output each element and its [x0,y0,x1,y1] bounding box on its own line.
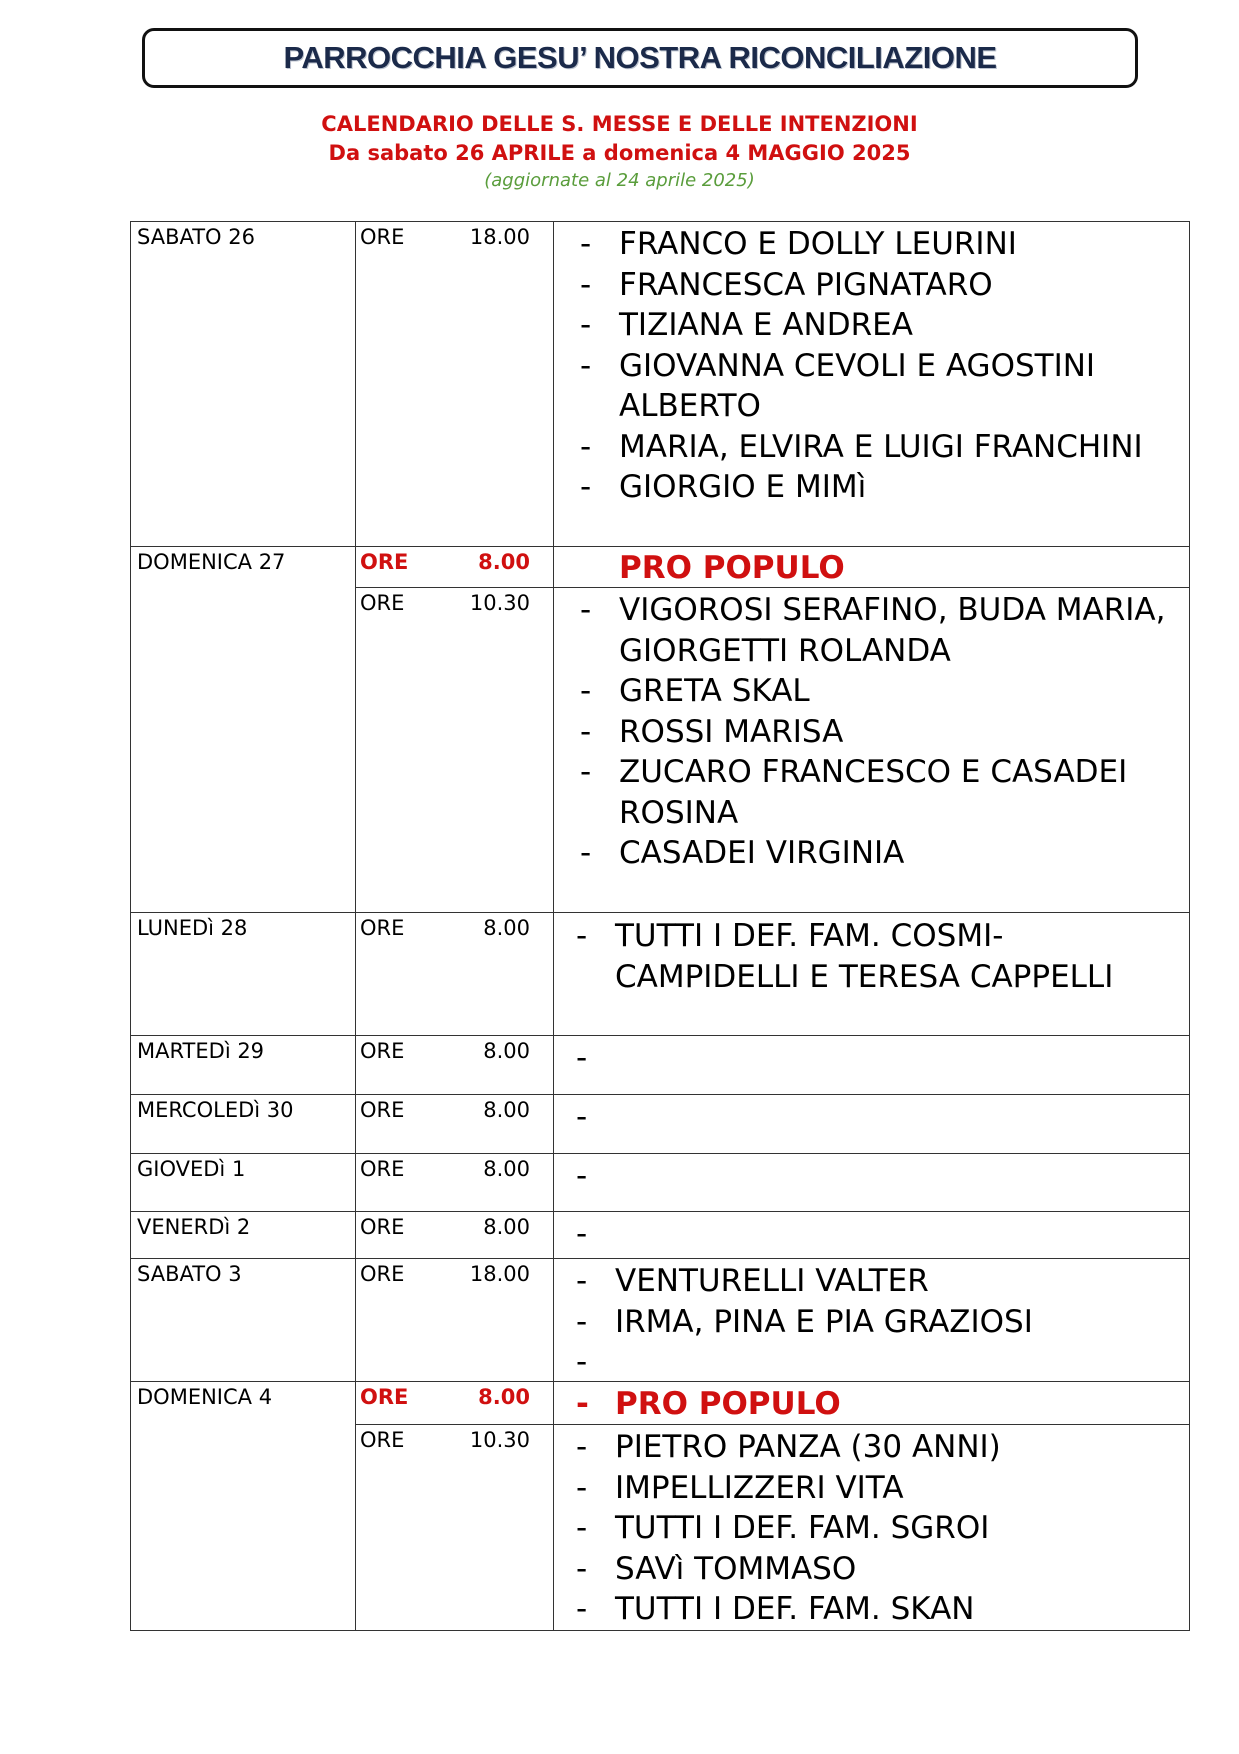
bullet-dash: - [576,1216,588,1252]
row-divider [130,1258,1189,1259]
bullet-dash: - [580,592,592,628]
row-divider [130,546,1189,547]
ore-label: ORE [360,225,405,249]
bullet-dash: - [580,469,592,505]
intention-item [580,427,1181,468]
day-label: SABATO 26 [137,225,255,249]
intention-text: ROSSI MARISA [619,713,844,750]
intention-item [580,712,1181,753]
intention-item [576,1302,1181,1343]
mass-time: 10.30 [469,591,530,615]
day-label: GIOVEDì 1 [137,1157,246,1181]
table-border-bottom [130,1630,1190,1631]
table-border-left [130,221,131,1630]
intention-text: PIETRO PANZA (30 ANNI) [615,1429,1001,1465]
bullet-dash: - [576,1263,588,1299]
table-border-right [1189,221,1190,1630]
ore-label: ORE [360,1385,409,1409]
intention-text: TUTTI I DEF. FAM. COSMI-CAMPIDELLI E TERESA CAPPELLI [615,918,1114,995]
mass-time: 8.00 [483,1157,530,1181]
bullet-dash: - [576,1099,588,1135]
bullet-dash: - [576,1429,588,1465]
update-note: (aggiornate al 24 aprile 2025) [484,170,755,191]
ore-label: ORE [360,1098,405,1122]
bullet-dash: - [576,1469,588,1506]
intention-text: FRANCO E DOLLY LEURINI [619,226,1017,262]
bullet-dash: - [580,673,592,709]
day-label: VENERDì 2 [137,1215,251,1239]
intention-text: PRO POPULO [619,550,845,586]
bullet-dash: - [576,1303,588,1340]
intention-text: VENTURELLI VALTER [615,1263,929,1299]
day-label: DOMENICA 4 [137,1385,273,1409]
intention-item [580,224,1181,265]
ore-label: ORE [360,1262,405,1286]
mass-time: 8.00 [483,916,530,940]
mass-time: 8.00 [478,1385,530,1409]
intention-item [576,1508,1181,1549]
intentions-list [576,1384,1181,1425]
intention-text: IMPELLIZZERI VITA [615,1469,904,1506]
intention-item [580,346,1181,427]
date-range: Da sabato 26 APRILE a domenica 4 MAGGIO 2025 [328,141,911,165]
row-divider [130,1035,1189,1036]
ore-label: ORE [360,1039,405,1063]
bullet-dash: - [576,1386,589,1422]
mass-time: 18.00 [469,1262,530,1286]
intentions-list [580,224,1181,508]
intention-text: CASADEI VIRGINIA [619,835,905,871]
intention-text: GRETA SKAL [619,673,810,709]
intention-item [576,1427,1181,1468]
intention-item [580,467,1181,508]
intention-item [580,305,1181,346]
intention-item [580,548,1181,589]
parish-title: PARROCCHIA GESU’ NOSTRA RICONCILIAZIONE [283,40,997,75]
bullet-dash: - [576,1550,588,1587]
intention-item [580,590,1181,671]
intention-text: TIZIANA E ANDREA [619,307,913,343]
bullet-dash: - [576,1158,588,1194]
bullet-dash: - [580,428,592,465]
day-label: SABATO 3 [137,1262,242,1286]
intention-text: ZUCARO FRANCESCO E CASADEI ROSINA [619,754,1128,831]
bullet-dash: - [580,266,592,303]
intention-text: VIGOROSI SERAFINO, BUDA MARIA, GIORGETTI ROLANDA [619,592,1166,669]
bullet-dash: - [576,1344,588,1380]
intention-item [576,1468,1181,1509]
intention-item [576,1261,1181,1302]
bullet-dash: - [580,713,592,750]
bullet-dash: - [580,226,592,262]
bullet-dash: - [576,918,588,954]
bullet-dash: - [580,307,592,343]
intention-item [576,1549,1181,1590]
mass-time: 8.00 [483,1215,530,1239]
column-divider [355,221,356,1630]
column-divider [553,221,554,1630]
intention-text: SAVì TOMMASO [615,1550,857,1587]
day-label: LUNEDì 28 [137,916,248,940]
intention-text: TUTTI I DEF. FAM. SKAN [615,1591,975,1627]
row-divider [130,1211,1189,1212]
mass-time: 8.00 [483,1098,530,1122]
intention-item [576,1384,1181,1425]
intention-item [580,671,1181,712]
ore-label: ORE [360,1428,405,1452]
bullet-dash: - [576,1591,588,1627]
mass-time: 8.00 [478,550,530,574]
day-label: MARTEDì 29 [137,1039,265,1063]
intention-text: IRMA, PINA E PIA GRAZIOSI [615,1303,1033,1340]
intentions-list [576,916,1181,997]
mass-time: 18.00 [469,225,530,249]
intention-item [576,1589,1181,1630]
row-divider [130,1381,1189,1382]
day-label: MERCOLEDì 30 [137,1098,294,1122]
intention-text: GIOVANNA CEVOLI E AGOSTINI ALBERTO [619,347,1096,424]
intention-item [580,265,1181,306]
bullet-dash: - [580,347,592,384]
row-divider [130,1094,1189,1095]
mass-time: 10.30 [469,1428,530,1452]
intentions-list [580,590,1181,874]
intentions-list [576,1261,1181,1380]
intention-text: MARIA, ELVIRA E LUIGI FRANCHINI [619,428,1143,465]
bullet-dash: - [580,754,592,790]
day-label: DOMENICA 27 [137,550,286,574]
ore-label: ORE [360,550,409,574]
intention-item [580,833,1181,874]
ore-label: ORE [360,591,405,615]
ore-label: ORE [360,1215,405,1239]
ore-label: ORE [360,916,405,940]
row-divider [130,1153,1189,1154]
intentions-list [580,548,1181,589]
calendar-title: CALENDARIO DELLE S. MESSE E DELLE INTENZIONI [321,112,918,136]
bullet-dash: - [576,1510,588,1546]
intention-text: TUTTI I DEF. FAM. SGROI [615,1510,990,1546]
intentions-list [576,1427,1181,1630]
intention-text: PRO POPULO [615,1386,841,1422]
bullet-dash: - [576,1040,588,1076]
ore-label: ORE [360,1157,405,1181]
table-border-top [130,221,1189,222]
bullet-dash: - [580,835,592,871]
intention-text: FRANCESCA PIGNATARO [619,266,993,303]
mass-time: 8.00 [483,1039,530,1063]
intention-item [576,916,1181,997]
row-divider [130,912,1189,913]
intention-item [580,752,1181,833]
intention-text: GIORGIO E MIMì [619,469,867,505]
